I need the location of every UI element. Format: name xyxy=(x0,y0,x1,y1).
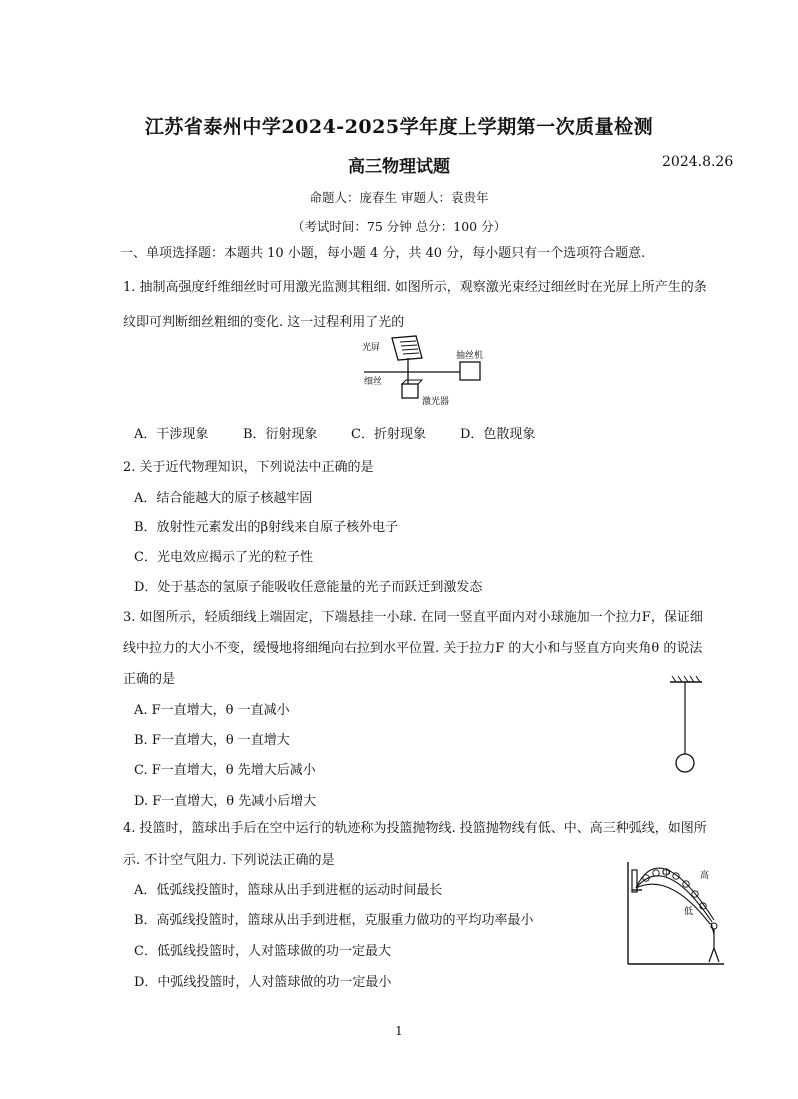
q2-option-c: C．光电效应揭示了光的粒子性 xyxy=(134,550,313,565)
section-heading: 一、单项选择题：本题共 10 小题，每小题 4 分，共 40 分，每小题只有一个选项符合题意. xyxy=(120,246,646,261)
q4-line-1: 4. 投篮时，篮球出手后在空中运行的轨迹称为投篮抛物线. 投篮抛物线有低、中、高三种弧线，如图所 xyxy=(123,821,707,836)
laser-box xyxy=(402,384,418,398)
q1-option-b: B．衍射现象 xyxy=(243,427,318,442)
q1-figure xyxy=(360,332,500,412)
q4-option-b: B．高弧线投篮时，篮球从出手到进框，克服重力做功的平均功率最小 xyxy=(134,913,534,928)
q3-line-2: 线中拉力的大小不变，缓慢地将细绳向右拉到水平位置. 关于拉力F 的大小和与竖直方向夹角θ 的说法 xyxy=(123,641,703,656)
q2-line-1: 2. 关于近代物理知识，下列说法中正确的是 xyxy=(123,460,374,475)
page-number: 1 xyxy=(395,1024,403,1038)
machine-label: 抽丝机 xyxy=(456,351,484,361)
q2-option-a: A．结合能越大的原子核越牢固 xyxy=(134,491,313,506)
ball-shape xyxy=(676,754,694,772)
q4-option-d: D．中弧线投篮时，人对篮球做的功一定最小 xyxy=(134,975,392,990)
filament-label: 细丝 xyxy=(364,377,383,387)
q2-option-b: B．放射性元素发出的β射线来自原子核外电子 xyxy=(134,520,399,535)
exam-authors: 命题人：庞春生 审题人：袁贵年 xyxy=(309,190,489,205)
q4-figure xyxy=(620,856,730,968)
low-label: 低 xyxy=(684,907,694,917)
q3-option-c: C. F一直增大，θ 先增大后减小 xyxy=(134,763,316,778)
q3-option-b: B. F一直增大，θ 一直增大 xyxy=(134,733,290,748)
q2-option-d: D．处于基态的氢原子能吸收任意能量的光子而跃迁到激发态 xyxy=(134,580,483,595)
q4-option-a: A．低弧线投篮时，篮球从出手到进框的运动时间最长 xyxy=(134,883,443,898)
q3-option-d: D. F一直增大，θ 先减小后增大 xyxy=(134,794,317,809)
q1-option-c: C．折射现象 xyxy=(351,427,426,442)
q4-option-c: C．低弧线投篮时，人对篮球做的功一定最大 xyxy=(134,944,391,959)
laser-label: 激光器 xyxy=(422,397,450,407)
high-label: 高 xyxy=(700,871,710,881)
q1-line-1: 1. 抽制高强度纤维细丝时可用激光监测其粗细. 如图所示，观察激光束经过细丝时在光屏上所产生的条 xyxy=(123,280,707,295)
q3-figure xyxy=(664,674,708,784)
exam-date: 2024.8.26 xyxy=(662,154,734,170)
screen-label: 光屏 xyxy=(362,343,381,353)
exam-info: （考试时间：75 分钟 总分：100 分） xyxy=(291,219,507,234)
q4-line-2: 示. 不计空气阻力. 下列说法正确的是 xyxy=(123,853,335,868)
backboard-shape xyxy=(632,870,637,892)
exam-subtitle: 高三物理试题 xyxy=(348,157,450,177)
mid-label: 中 xyxy=(662,869,672,879)
q3-line-1: 3. 如图所示，轻质细线上端固定，下端悬挂一小球. 在同一竖直平面内对小球施加一个拉力F，保证细 xyxy=(123,610,703,625)
q1-option-d: D．色散现象 xyxy=(460,427,536,442)
q1-line-2: 纹即可判断细丝粗细的变化. 这一过程利用了光的 xyxy=(123,315,405,330)
mid-arc xyxy=(636,876,712,922)
exam-title: 江苏省泰州中学2024-2025学年度上学期第一次质量检测 xyxy=(144,116,654,138)
screen-shape xyxy=(392,336,422,360)
q1-option-a: A．干涉现象 xyxy=(134,427,209,442)
machine-box xyxy=(460,362,480,380)
q3-option-a: A. F一直增大，θ 一直减小 xyxy=(134,703,290,718)
q3-line-3: 正确的是 xyxy=(123,672,176,687)
